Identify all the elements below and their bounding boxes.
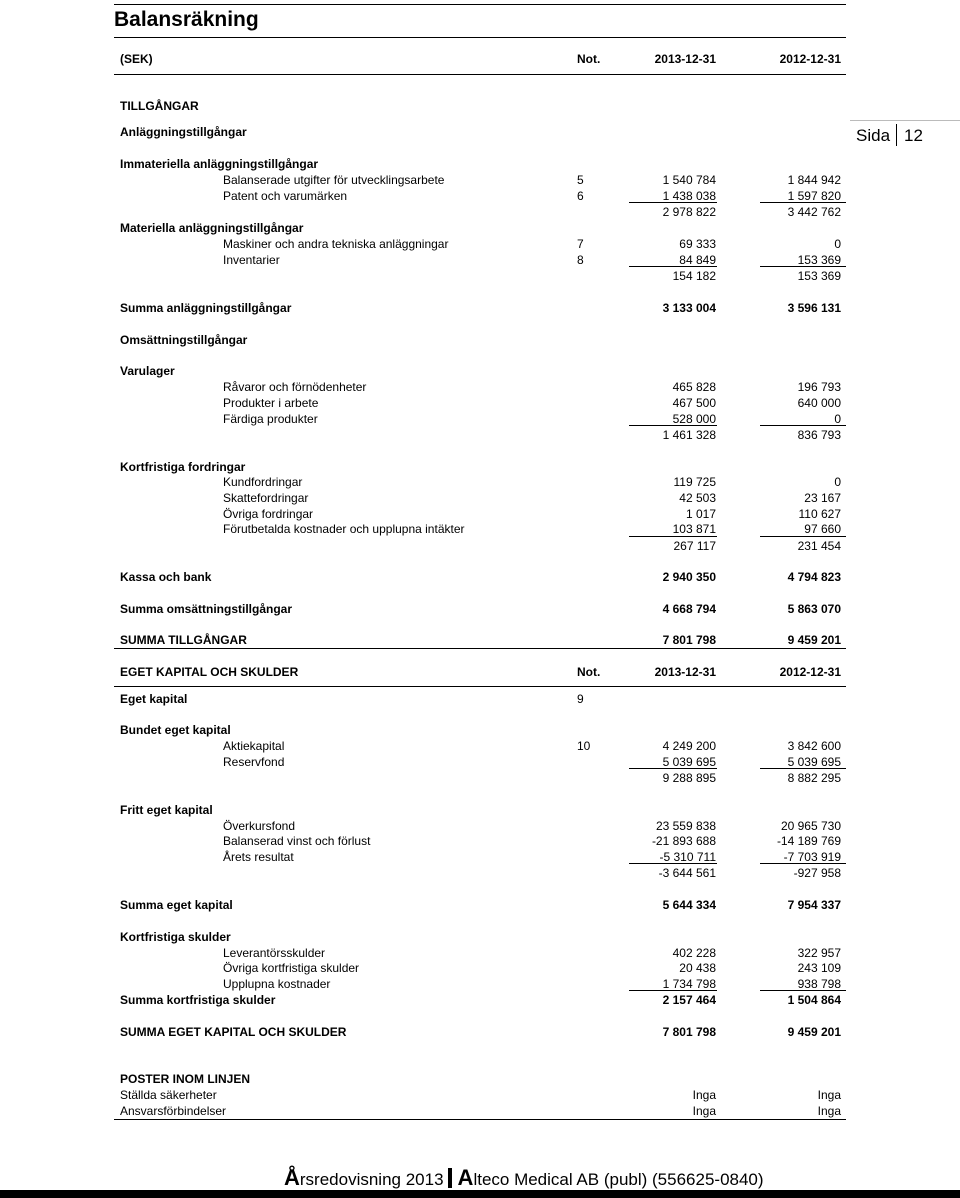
- subtotal-2012: -927 958: [793, 866, 841, 880]
- value-2012: 1 597 820: [787, 189, 841, 203]
- row-label: Reservfond: [223, 755, 285, 769]
- total-2013: 5 644 334: [662, 898, 716, 912]
- row-note: 8: [577, 253, 584, 267]
- footer-initial-b: A: [457, 1165, 474, 1190]
- row-label: Patent och varumärken: [223, 189, 348, 203]
- rule-line: [760, 266, 846, 267]
- row-note: 9: [577, 692, 584, 706]
- subtotal-2013: 267 117: [673, 539, 716, 553]
- bottom-bar: [0, 1190, 960, 1198]
- value-2012: 1 844 942: [787, 173, 841, 187]
- rule-line: [760, 202, 846, 203]
- total-2012: 7 954 337: [787, 898, 841, 912]
- value-2012: 3 842 600: [787, 739, 841, 753]
- grand-total-2013: 7 801 798: [662, 633, 716, 647]
- value-2012: 110 627: [798, 507, 841, 521]
- row-label: Råvaror och förnödenheter: [223, 380, 367, 394]
- col-2012: 2012-12-31: [779, 665, 841, 679]
- subtotal-2013: 1 461 328: [662, 428, 716, 442]
- section-heading: EGET KAPITAL OCH SKULDER: [120, 665, 299, 679]
- grand-total-2012: 9 459 201: [787, 1025, 841, 1039]
- rule-line: [114, 648, 846, 649]
- value-2012: 153 369: [797, 253, 841, 267]
- total-2013: 4 668 794: [662, 602, 716, 616]
- row-note: 5: [577, 173, 584, 187]
- col-2012: 2012-12-31: [779, 52, 841, 66]
- row-label: Förutbetalda kostnader och upplupna intäkter: [223, 522, 465, 536]
- col-currency: (SEK): [120, 52, 153, 66]
- footer: [284, 1166, 764, 1192]
- rule-line: [629, 990, 717, 991]
- value-2013: -5 310 711: [659, 850, 716, 864]
- rule-line: [760, 536, 846, 537]
- row-label: Övriga kortfristiga skulder: [223, 961, 360, 975]
- section-heading: Omsättningstillgångar: [120, 333, 248, 347]
- total-label: Summa omsättningstillgångar: [120, 602, 293, 616]
- row-label: Ansvarsförbindelser: [120, 1104, 227, 1118]
- rule-line: [760, 425, 846, 426]
- rule-line: [629, 536, 717, 537]
- subtotal-2013: 2 978 822: [662, 205, 716, 219]
- rule-line: [114, 74, 846, 75]
- group-heading: Varulager: [120, 364, 175, 378]
- rule-line: [629, 266, 717, 267]
- value-2013: 5 039 695: [662, 755, 716, 769]
- value-2013: 119 725: [673, 475, 716, 489]
- total-label: Summa eget kapital: [120, 898, 233, 912]
- group-heading: Kortfristiga skulder: [120, 930, 231, 944]
- value-2012: 0: [834, 475, 841, 489]
- row-label: Produkter i arbete: [223, 396, 319, 410]
- col-2013: 2013-12-31: [654, 52, 716, 66]
- row-label: Balanserad vinst och förlust: [223, 834, 371, 848]
- section-heading: Anläggningstillgångar: [120, 125, 247, 139]
- value-2012: 243 109: [797, 961, 841, 975]
- total-2013: 3 133 004: [662, 301, 716, 315]
- value-2013: Inga: [692, 1104, 716, 1118]
- value-2012: 23 167: [804, 491, 841, 505]
- rule-line: [114, 686, 846, 687]
- group-heading: Materiella anläggningstillgångar: [120, 221, 304, 235]
- row-label: Övriga fordringar: [223, 507, 314, 521]
- footer-separator: [448, 1168, 452, 1188]
- row-label: Leverantörsskulder: [223, 946, 326, 960]
- row-label: Överkursfond: [223, 819, 296, 833]
- value-2012: -14 189 769: [776, 834, 841, 848]
- section-heading: POSTER INOM LINJEN: [120, 1072, 251, 1086]
- row-label: Kassa och bank: [120, 570, 212, 584]
- col-note: Not.: [577, 52, 601, 66]
- subtotal-2013: 154 182: [672, 269, 716, 283]
- group-heading: Immateriella anläggningstillgångar: [120, 157, 319, 171]
- value-2013: 402 228: [672, 946, 716, 960]
- row-label: Årets resultat: [223, 850, 294, 864]
- value-2012: Inga: [817, 1104, 841, 1118]
- value-2012: 640 000: [797, 396, 841, 410]
- subtotal-2013: 9 288 895: [662, 771, 716, 785]
- subtotal-2012: 153 369: [797, 269, 841, 283]
- value-2012: -7 703 919: [783, 850, 841, 864]
- row-label: Inventarier: [223, 253, 280, 267]
- value-2013: 69 333: [679, 237, 716, 251]
- row-label: Skattefordringar: [223, 491, 309, 505]
- value-2012: 5 039 695: [787, 755, 841, 769]
- row-note: 10: [577, 739, 591, 753]
- total-2012: 5 863 070: [787, 602, 841, 616]
- rule-line: [629, 202, 717, 203]
- footer-initial-a: Å: [284, 1165, 300, 1190]
- value-2012: 97 660: [804, 522, 841, 536]
- rule-line: [114, 1119, 846, 1120]
- row-label: Färdiga produkter: [223, 412, 318, 426]
- value-2012: 196 793: [797, 380, 841, 394]
- value-2013: 23 559 838: [655, 819, 716, 833]
- row-note: 6: [577, 189, 584, 203]
- value-2013: 467 500: [672, 396, 716, 410]
- value-2012: 938 798: [797, 977, 841, 991]
- rule-line: [760, 863, 846, 864]
- subtotal-2012: 8 882 295: [787, 771, 841, 785]
- rule-line: [760, 768, 846, 769]
- value-2013: 465 828: [672, 380, 716, 394]
- value-2012: 4 794 823: [787, 570, 841, 584]
- value-2013: 20 438: [679, 961, 716, 975]
- row-label: Balanserade utgifter för utvecklingsarbete: [223, 173, 445, 187]
- value-2012: Inga: [817, 1088, 841, 1102]
- page-label: Sida: [856, 126, 891, 145]
- value-2013: 1 017: [685, 507, 716, 521]
- row-label: Maskiner och andra tekniska anläggningar: [223, 237, 449, 251]
- group-heading: Fritt eget kapital: [120, 803, 213, 817]
- total-2012: 1 504 864: [787, 993, 841, 1007]
- grand-total-label: SUMMA EGET KAPITAL OCH SKULDER: [120, 1025, 347, 1039]
- top-rule: [114, 4, 846, 5]
- total-2012: 3 596 131: [787, 301, 841, 315]
- value-2013: 1 540 784: [662, 173, 716, 187]
- page-number: 12: [904, 126, 923, 145]
- total-2013: 2 157 464: [662, 993, 716, 1007]
- value-2013: 42 503: [679, 491, 716, 505]
- subtotal-2013: -3 644 561: [658, 866, 716, 880]
- total-label: Summa anläggningstillgångar: [120, 301, 292, 315]
- row-note: 7: [577, 237, 584, 251]
- grand-total-2012: 9 459 201: [787, 633, 841, 647]
- value-2013: 528 000: [672, 412, 716, 426]
- page-separator: [896, 124, 897, 146]
- subtotal-2012: 231 454: [797, 539, 841, 553]
- row-label: Upplupna kostnader: [223, 977, 331, 991]
- grand-total-2013: 7 801 798: [662, 1025, 716, 1039]
- footer-report-title: rsredovisning 2013: [299, 1170, 444, 1189]
- rule-line: [629, 863, 717, 864]
- rule-line: [629, 768, 717, 769]
- rule-line: [114, 37, 846, 38]
- value-2013: 4 249 200: [662, 739, 716, 753]
- subtotal-2012: 836 793: [797, 428, 841, 442]
- value-2013: Inga: [692, 1088, 716, 1102]
- row-label: Ställda säkerheter: [120, 1088, 217, 1102]
- subtotal-2012: 3 442 762: [787, 205, 841, 219]
- value-2013: 1 438 038: [662, 189, 716, 203]
- group-heading: Bundet eget kapital: [120, 723, 231, 737]
- col-2013: 2013-12-31: [654, 665, 716, 679]
- value-2012: 0: [834, 412, 841, 426]
- value-2013: 2 940 350: [662, 570, 716, 584]
- grand-total-label: SUMMA TILLGÅNGAR: [120, 633, 247, 647]
- group-heading: Eget kapital: [120, 692, 188, 706]
- footer-company: lteco Medical AB (publ) (556625-0840): [473, 1170, 764, 1189]
- value-2013: -21 893 688: [651, 834, 716, 848]
- rule-line: [760, 990, 846, 991]
- value-2012: 0: [834, 237, 841, 251]
- value-2013: 103 871: [672, 522, 716, 536]
- group-heading: Kortfristiga fordringar: [120, 460, 246, 474]
- value-2012: 322 957: [797, 946, 841, 960]
- total-label: Summa kortfristiga skulder: [120, 993, 276, 1007]
- value-2013: 1 734 798: [662, 977, 716, 991]
- page-title: Balansräkning: [114, 8, 259, 31]
- value-2013: 84 849: [679, 253, 716, 267]
- row-label: Aktiekapital: [223, 739, 285, 753]
- col-note: Not.: [577, 665, 601, 679]
- value-2012: 20 965 730: [780, 819, 841, 833]
- section-heading: TILLGÅNGAR: [120, 99, 199, 113]
- page-number-rule: [850, 120, 960, 121]
- row-label: Kundfordringar: [223, 475, 303, 489]
- rule-line: [629, 425, 717, 426]
